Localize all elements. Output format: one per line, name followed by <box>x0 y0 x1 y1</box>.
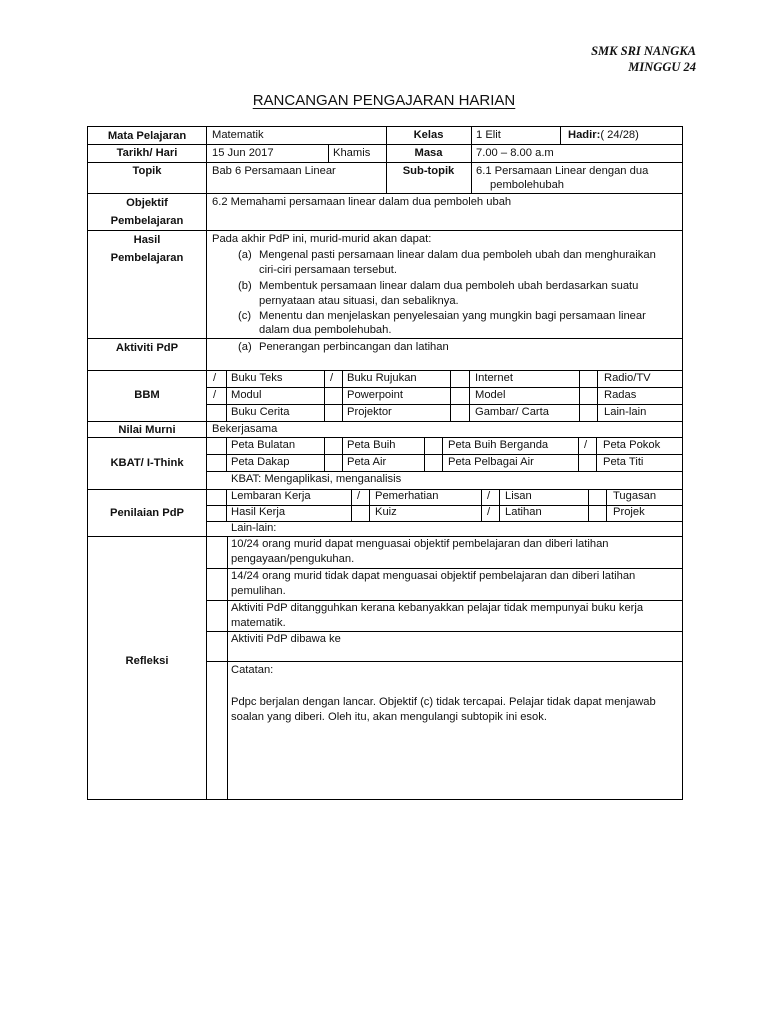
tick-mark: / <box>213 372 217 384</box>
day-value: Khamis <box>333 147 371 159</box>
label-line: Hasil <box>133 234 161 246</box>
option-label: Peta Buih Berganda <box>448 439 549 451</box>
column-divider <box>588 489 589 521</box>
outcome-line: Membentuk persamaan linear dalam dua pemboleh ubah berdasarkan suatu <box>259 280 639 292</box>
column-divider <box>324 437 325 471</box>
outcome-line: ciri-ciri persamaan tersebut. <box>259 264 398 276</box>
option-label: Radas <box>604 389 637 401</box>
column-divider <box>469 370 470 421</box>
column-divider <box>442 437 443 471</box>
school-name: SMK SRI NANGKA <box>591 44 696 58</box>
option-label: Buku Cerita <box>231 406 290 418</box>
label-kelas: Kelas <box>413 129 444 141</box>
option-label: Peta Pelbagai Air <box>448 456 534 468</box>
reflection-line: 10/24 orang murid dapat menguasai objektif pembelajaran dan diberi latihan <box>231 538 609 550</box>
label-aktiviti: Aktiviti PdP <box>115 342 179 354</box>
class-value: 1 Elit <box>476 129 501 141</box>
label-nilai-murni: Nilai Murni <box>118 424 176 436</box>
option-label: Projek <box>613 506 645 518</box>
values-text: Bekerjasama <box>212 423 278 435</box>
column-divider <box>342 437 343 471</box>
option-label: Peta Air <box>347 456 387 468</box>
option-label: Peta Dakap <box>231 456 290 468</box>
notes-label: Catatan: <box>231 664 274 676</box>
reflection-line: Aktiviti PdP ditangguhkan kerana kebanyakkan pelajar tidak mempunyai buku kerja <box>231 602 644 614</box>
tick-mark: / <box>584 439 588 451</box>
outcome-marker: (a) <box>238 249 252 261</box>
subtopic-line-2: pembolehubah <box>490 179 565 191</box>
option-label: Projektor <box>347 406 392 418</box>
column-divider <box>226 489 227 521</box>
option-label: Tugasan <box>613 490 657 502</box>
date-value: 15 Jun 2017 <box>212 147 274 159</box>
attendance <box>568 128 639 143</box>
outcome-line: Menentu dan menjelaskan penyelesaian yang mungkin bagi persamaan linear <box>259 310 646 322</box>
label-objektif <box>88 194 206 230</box>
label-line: Objektif <box>126 197 168 209</box>
page-title: RANCANGAN PENGAJARAN HARIAN <box>252 92 516 109</box>
column-divider <box>424 437 425 471</box>
label-tarikh: Tarikh/ Hari <box>116 147 178 159</box>
outcome-line: Mengenal pasti persamaan linear dalam dua pemboleh ubah dan menghuraikan <box>259 249 656 261</box>
option-label: Buku Rujukan <box>347 372 417 384</box>
attendance-value: ( 24/28) <box>600 129 639 141</box>
label-subtopik: Sub-topik <box>402 165 455 177</box>
activity-text: Penerangan perbincangan dan latihan <box>259 341 449 353</box>
column-divider <box>226 437 227 471</box>
option-label: Peta Bulatan <box>231 439 296 451</box>
column-divider <box>560 127 561 144</box>
reflection-line: pemulihan. <box>231 585 286 597</box>
label-hasil <box>88 231 206 267</box>
tick-mark: / <box>213 389 217 401</box>
option-label: Internet <box>475 372 513 384</box>
option-label: Peta Titi <box>603 456 644 468</box>
column-divider <box>351 489 352 521</box>
reflection-line: 14/24 orang murid tidak dapat menguasai objektif pembelajaran dan diberi latihan <box>231 570 636 582</box>
option-label: Radio/TV <box>604 372 651 384</box>
option-label: Kuiz <box>375 506 397 518</box>
kbat-note: KBAT: Mengaplikasi, menganalisis <box>231 473 402 485</box>
option-label: Modul <box>231 389 262 401</box>
reflection-line: matematik. <box>231 617 286 629</box>
column-divider <box>328 144 329 162</box>
label-topik: Topik <box>132 165 162 177</box>
label-line: Pembelajaran <box>110 252 184 264</box>
outcome-line: dalam dua pembolehubah. <box>259 324 392 336</box>
tick-mark: / <box>330 372 334 384</box>
option-label: Lisan <box>505 490 532 502</box>
outcome-marker: (b) <box>238 280 252 292</box>
option-label: Gambar/ Carta <box>475 406 549 418</box>
option-label: Powerpoint <box>347 389 403 401</box>
option-label: Pemerhatian <box>375 490 439 502</box>
label-masa: Masa <box>414 147 443 159</box>
column-divider <box>579 370 580 421</box>
label-refleksi: Refleksi <box>125 655 169 667</box>
option-label: Lain-lain <box>604 406 647 418</box>
column-divider <box>499 489 500 521</box>
label-hadir: Hadir: <box>568 129 601 141</box>
row-divider <box>206 521 682 522</box>
column-divider <box>450 370 451 421</box>
column-divider <box>597 370 598 421</box>
label-penilaian: Penilaian PdP <box>110 507 184 519</box>
tick-mark: / <box>487 506 491 518</box>
column-divider <box>227 536 228 799</box>
row-divider <box>206 661 682 662</box>
label-kbat: KBAT/ I-Think <box>110 457 184 469</box>
column-divider <box>369 489 370 521</box>
label-column-divider <box>206 127 207 799</box>
column-divider <box>578 437 579 471</box>
option-label: Model <box>475 389 506 401</box>
label-line: Pembelajaran <box>110 215 184 227</box>
reflection-line: pengayaan/pengukuhan. <box>231 553 355 565</box>
notes-line: Pdpc berjalan dengan lancar. Objektif (c) tidak tercapai. Pelajar tidak dapat menjawab <box>231 696 656 708</box>
activity-marker: (a) <box>238 341 252 353</box>
label-mata-pelajaran: Mata Pelajaran <box>107 130 187 142</box>
column-divider <box>342 370 343 421</box>
outcome-marker: (c) <box>238 310 252 322</box>
subject-value: Matematik <box>212 129 264 141</box>
other-assessment: Lain-lain: <box>231 522 277 534</box>
outcome-line: pernyataan atau situasi, dan sebaliknya. <box>259 295 459 307</box>
column-divider <box>481 489 482 521</box>
tick-mark: / <box>357 490 361 502</box>
notes-line: soalan yang diberi. Oleh itu, akan mengulangi subtopik ini esok. <box>231 711 547 723</box>
tick-mark: / <box>487 490 491 502</box>
option-label: Hasil Kerja <box>231 506 286 518</box>
school-header <box>591 43 696 75</box>
subtopic-line-1: 6.1 Persamaan Linear dengan dua <box>476 165 649 177</box>
option-label: Peta Buih <box>347 439 396 451</box>
objective-text: 6.2 Memahami persamaan linear dalam dua pemboleh ubah <box>212 196 512 208</box>
column-divider <box>324 370 325 421</box>
reflection-line: Aktiviti PdP dibawa ke <box>231 633 341 645</box>
column-divider <box>471 127 472 193</box>
time-value: 7.00 – 8.00 a.m <box>476 147 554 159</box>
option-label: Lembaran Kerja <box>231 490 311 502</box>
topic-value: Bab 6 Persamaan Linear <box>212 165 336 177</box>
option-label: Peta Pokok <box>603 439 661 451</box>
week-number: MINGGU 24 <box>628 60 696 74</box>
label-bbm: BBM <box>134 389 160 401</box>
column-divider <box>606 489 607 521</box>
column-divider <box>596 437 597 471</box>
option-label: Latihan <box>505 506 542 518</box>
lesson-plan-table <box>87 126 683 800</box>
option-label: Buku Teks <box>231 372 283 384</box>
column-divider <box>226 370 227 421</box>
outcome-intro: Pada akhir PdP ini, murid-murid akan dapat: <box>212 233 432 245</box>
